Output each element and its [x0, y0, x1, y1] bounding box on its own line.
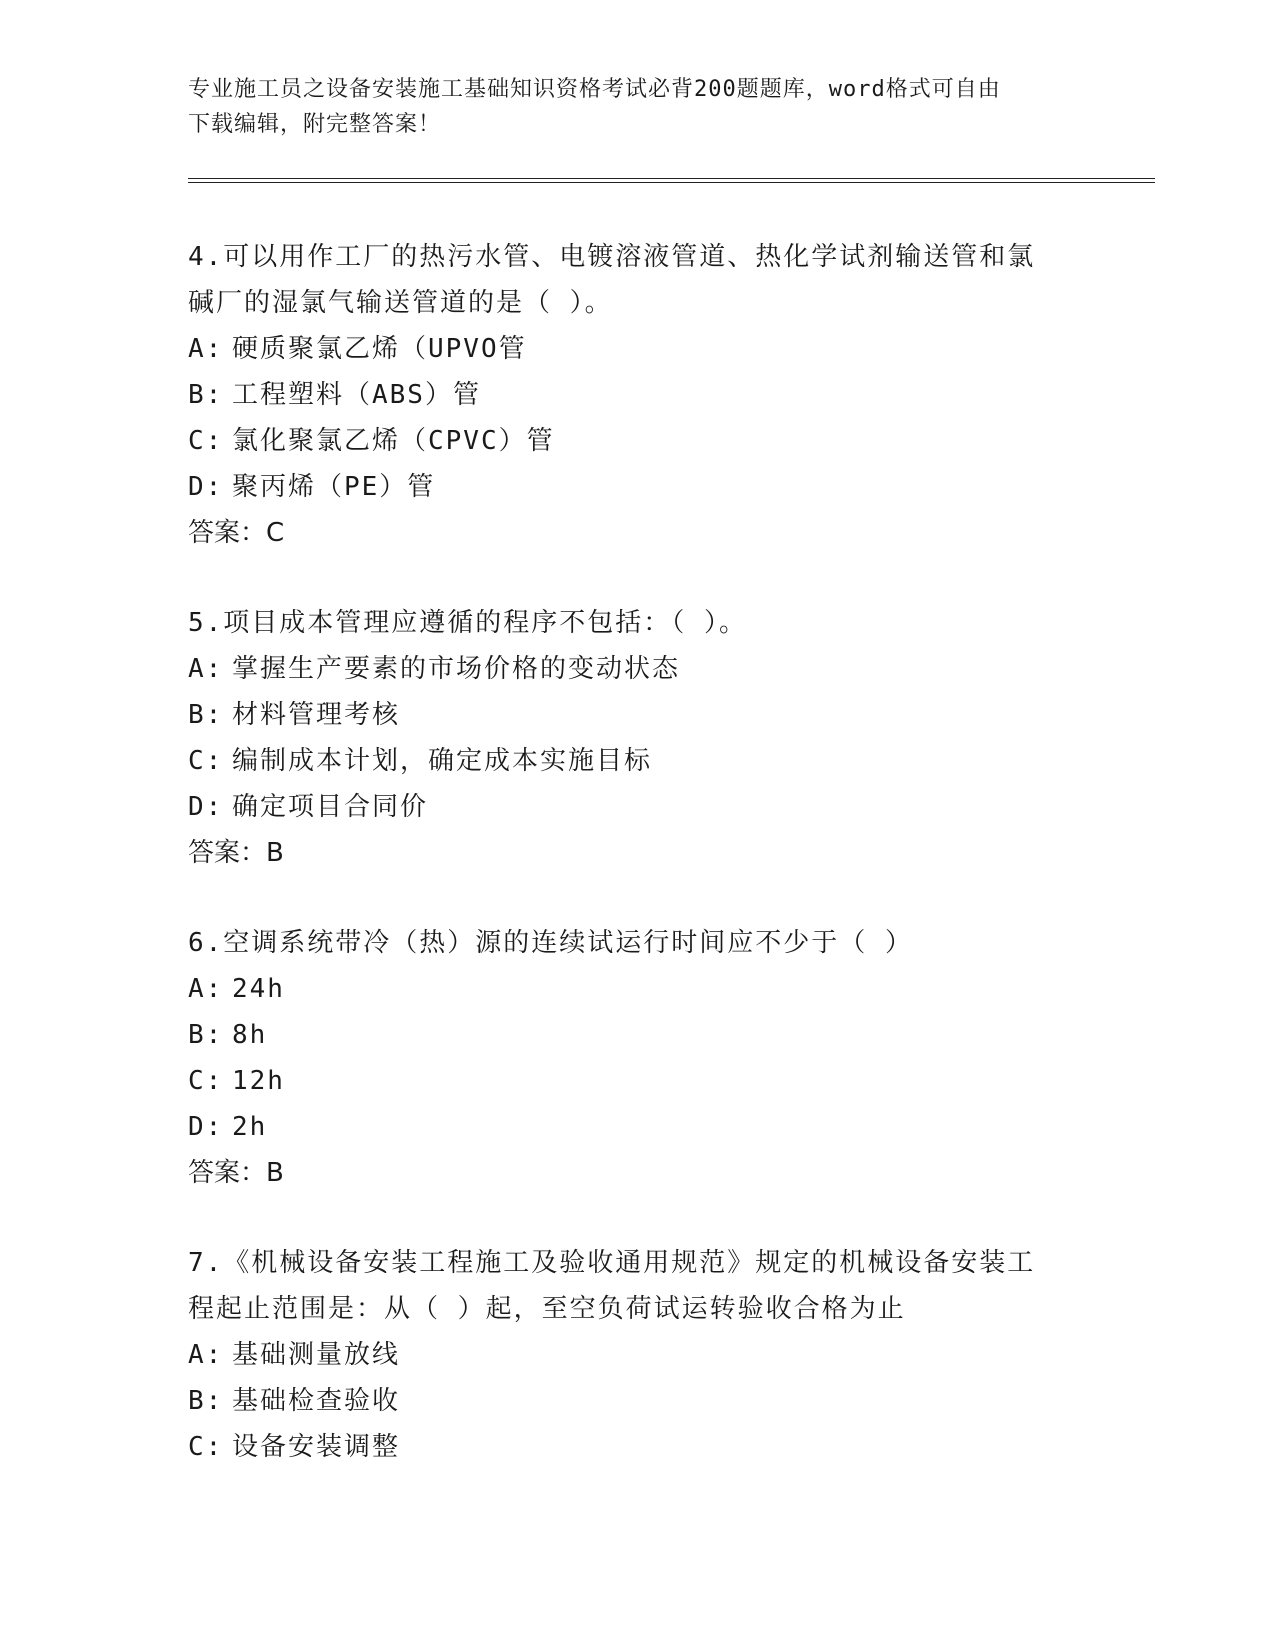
option-text: 编制成本计划，确定成本实施目标: [232, 746, 653, 776]
option-text: 2h: [232, 1112, 268, 1142]
question-stem-line: 6.空调系统带冷（热）源的连续试运行时间应不少于（ ）: [188, 928, 913, 958]
option-text: 工程塑料（ABS）管: [232, 380, 481, 410]
option-text: 12h: [232, 1066, 285, 1096]
option-text: 设备安装调整: [232, 1432, 401, 1462]
option-label: B:: [188, 700, 224, 730]
option-label: D:: [188, 472, 224, 502]
option-b: [188, 692, 1068, 738]
option-text: 掌握生产要素的市场价格的变动状态: [232, 654, 681, 684]
option-text: 8h: [232, 1020, 268, 1050]
option-label: D:: [188, 792, 224, 822]
option-b: [188, 1012, 1068, 1058]
option-label: B:: [188, 1386, 224, 1416]
option-text: 24h: [232, 974, 285, 1004]
option-c: [188, 1424, 1068, 1470]
option-label: B:: [188, 380, 224, 410]
question-stem-line: 4.可以用作工厂的热污水管、电镀溶液管道、热化学试剂输送管和氯: [188, 242, 1036, 272]
option-label: C:: [188, 1432, 224, 1462]
question-stem-line: 程起止范围是：从（ ）起，至空负荷试运转验收合格为止: [188, 1294, 906, 1324]
option-text: 确定项目合同价: [232, 792, 429, 822]
option-text: 基础检查验收: [232, 1386, 401, 1416]
option-label: A:: [188, 1340, 224, 1370]
document-header: [188, 72, 1088, 142]
header-line-1: 专业施工员之设备安装施工基础知识资格考试必背200题题库，word格式可自由: [188, 77, 1001, 102]
option-label: A:: [188, 334, 224, 364]
option-a: [188, 326, 1068, 372]
question-7: [188, 1240, 1068, 1470]
option-d: [188, 464, 1068, 510]
option-label: D:: [188, 1112, 224, 1142]
option-text: 聚丙烯（PE）管: [232, 472, 436, 502]
option-d: [188, 784, 1068, 830]
header-divider-bottom: [188, 182, 1155, 183]
option-label: C:: [188, 1066, 224, 1096]
answer-text: 答案：B: [188, 1158, 284, 1188]
option-text: 材料管理考核: [232, 700, 401, 730]
question-stem-line: 碱厂的湿氯气输送管道的是（ ）。: [188, 288, 613, 318]
option-c: [188, 418, 1068, 464]
option-text: 氯化聚氯乙烯（CPVC）管: [232, 426, 555, 456]
option-d: [188, 1104, 1068, 1150]
option-label: C:: [188, 746, 224, 776]
option-a: [188, 1332, 1068, 1378]
question-6: [188, 920, 1068, 1196]
option-c: [188, 738, 1068, 784]
option-a: [188, 646, 1068, 692]
answer-text: 答案：B: [188, 838, 284, 868]
question-stem-line: 7.《机械设备安装工程施工及验收通用规范》规定的机械设备安装工: [188, 1248, 1036, 1278]
option-c: [188, 1058, 1068, 1104]
answer-text: 答案：C: [188, 518, 285, 548]
option-label: A:: [188, 654, 224, 684]
option-label: C:: [188, 426, 224, 456]
option-b: [188, 372, 1068, 418]
option-label: B:: [188, 1020, 224, 1050]
header-divider-top: [188, 178, 1155, 179]
option-text: 硬质聚氯乙烯（UPVO管: [232, 334, 527, 364]
question-4: [188, 234, 1068, 556]
question-5: [188, 600, 1068, 876]
option-a: [188, 966, 1068, 1012]
option-text: 基础测量放线: [232, 1340, 401, 1370]
option-label: A:: [188, 974, 224, 1004]
option-b: [188, 1378, 1068, 1424]
question-stem-line: 5.项目成本管理应遵循的程序不包括：（ ）。: [188, 608, 747, 638]
header-line-2: 下载编辑，附完整答案！: [188, 112, 442, 137]
